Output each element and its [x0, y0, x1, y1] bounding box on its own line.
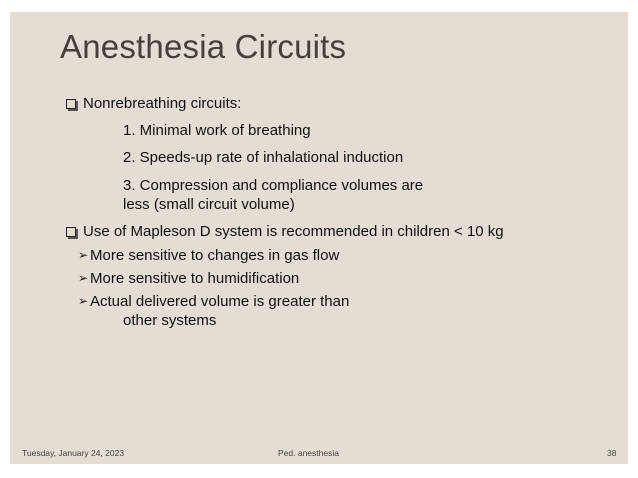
sub-item: 2. Speeds-up rate of inhalational induction [123, 149, 404, 166]
sub-item-continuation: less (small circuit volume) [123, 196, 295, 213]
bullet-text: Use of Mapleson D system is recommended in children < 10 kg [83, 223, 504, 240]
arrow-item [78, 292, 349, 311]
sub-item: 3. Compression and compliance volumes are [123, 177, 424, 194]
arrow-item-text: More sensitive to humidification [90, 270, 300, 287]
arrow-bullet-icon: ➢ [78, 294, 89, 308]
bullet-nonrebreathing [66, 95, 241, 113]
arrow-item [78, 246, 339, 265]
page-number: 38 [607, 448, 617, 458]
arrow-item-text: Actual delivered volume is greater than [90, 293, 350, 310]
bullet-text: Nonrebreathing circuits: [83, 95, 242, 112]
arrow-item-continuation: other systems [123, 312, 217, 329]
footer-date: Tuesday, January 24, 2023 [22, 448, 125, 458]
sub-item: 1. Minimal work of breathing [123, 122, 311, 139]
footer-center: Ped. anesthesia [278, 448, 339, 458]
arrow-item-text: More sensitive to changes in gas flow [90, 247, 340, 264]
checkbox-bullet-icon [66, 227, 76, 237]
arrow-item [78, 269, 299, 288]
checkbox-bullet-icon [66, 99, 76, 109]
slide [10, 12, 628, 464]
arrow-bullet-icon: ➢ [78, 271, 89, 285]
slide-title: Anesthesia Circuits [60, 28, 347, 65]
arrow-bullet-icon: ➢ [78, 248, 89, 262]
bullet-mapleson [66, 223, 504, 241]
